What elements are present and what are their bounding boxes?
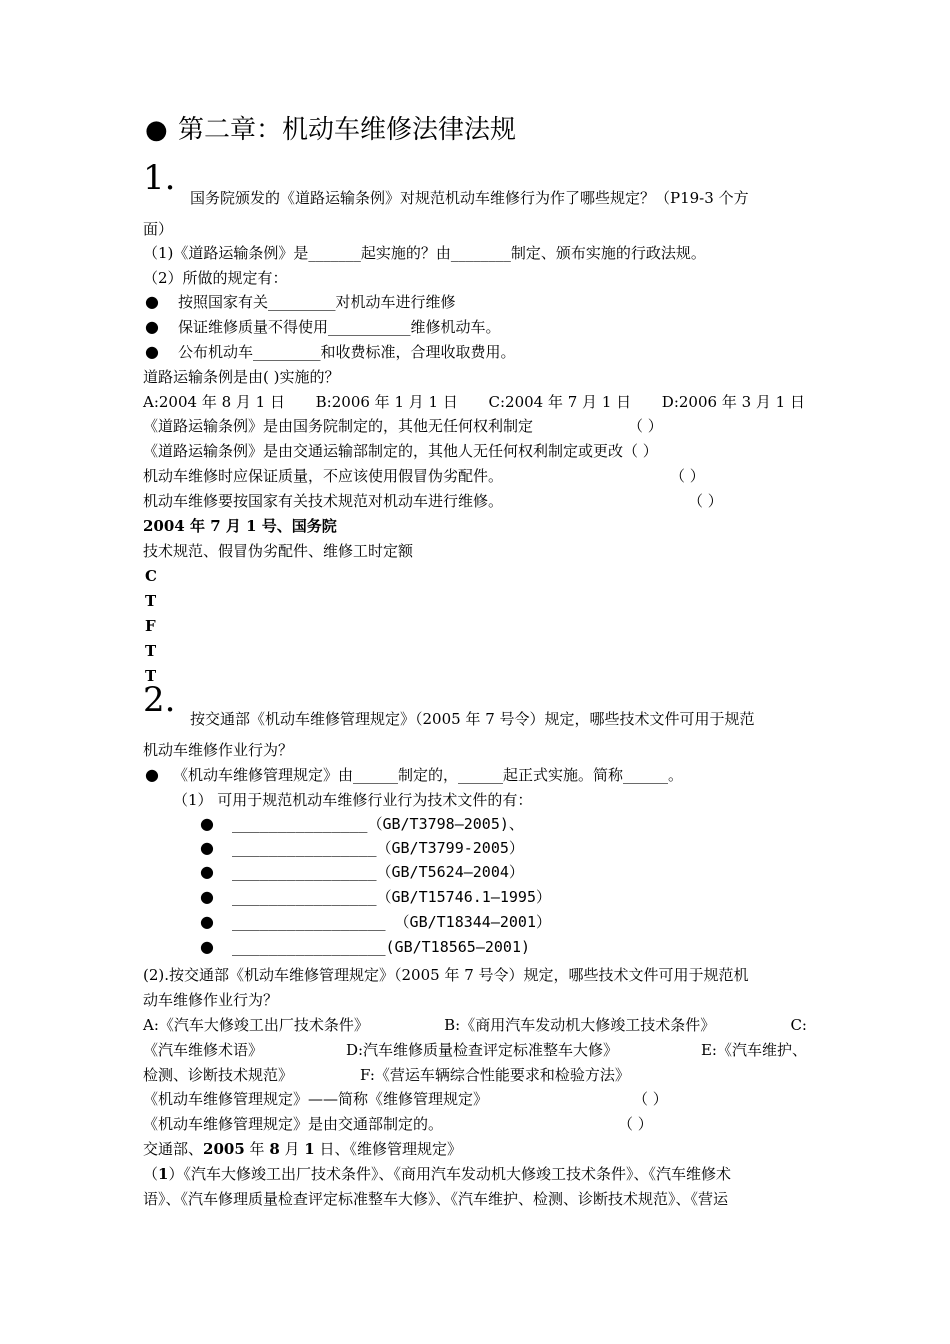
- section-1-tf-1-paren: （ ）: [628, 417, 663, 435]
- option-e-continued: 检测、诊断技术规范》: [143, 1066, 294, 1084]
- answer-letter: C: [145, 567, 157, 585]
- chapter-bullet: ●: [145, 115, 168, 145]
- answer-mid2: 月: [279, 1140, 305, 1158]
- bullet-icon: ●: [200, 814, 214, 833]
- section-1-question-line1: 国务院颁发的《道路运输条例》对规范机动车维修行为作了哪些规定？（P19-3 个方: [190, 189, 749, 207]
- standard-item: _______________（GB/T3798—2005)、: [232, 815, 524, 833]
- section-1-item2: （2）所做的规定有：: [143, 269, 288, 287]
- bullet-icon: ●: [145, 292, 159, 311]
- bullet-icon: ●: [200, 862, 214, 881]
- standard-item: _________________ （GB/T18344—2001）: [232, 913, 551, 931]
- option-e: E:《汽车维护、: [700, 1041, 807, 1059]
- section-1-bullet-3: 公布机动车_________和收费标准，合理收取费用。: [178, 343, 516, 361]
- section-2-options-row2: [143, 1040, 807, 1060]
- bullet-icon: ●: [200, 838, 214, 857]
- section-2-question-line2: 机动车维修作业行为？: [143, 741, 294, 759]
- mc-option-c: C:2004 年 7 月 1 日: [488, 393, 632, 411]
- section-1-answer-line1: 2004 年 7 月 1 号、国务院: [143, 517, 337, 535]
- section-1-tf-4: 机动车维修要按国家有关技术规范对机动车进行维修。: [143, 492, 504, 510]
- mc-option-d: D:2006 年 3 月 1 日: [661, 393, 805, 411]
- option-b: B:《商用汽车发动机大修竣工技术条件》: [444, 1016, 716, 1034]
- section-1-tf-2: 《道路运输条例》是由交通运输部制定的，其他人无任何权利制定或更改（ ）: [143, 442, 658, 460]
- section-1-bullet-2: 保证维修质量不得使用___________维修机动车。: [178, 318, 501, 336]
- section-1-tf-3-paren: （ ）: [670, 467, 705, 485]
- section-2-bullet-line: 《机动车维修管理规定》由______制定的，______起正式实施。简称______。: [173, 766, 684, 784]
- section-2-tf-1: 《机动车维修管理规定》——简称《维修管理规定》: [143, 1090, 489, 1108]
- answer-month: 8: [269, 1140, 280, 1158]
- option-f: F:《营运车辆综合性能要求和检验方法》: [360, 1066, 630, 1084]
- answer2-text: ）《汽车大修竣工出厂技术条件》、《商用汽车发动机大修竣工技术条件》、《汽车维修术: [168, 1165, 731, 1183]
- section-2-tf-2: 《机动车维修管理规定》是由交通部制定的。: [143, 1115, 444, 1133]
- answer-mid1: 年: [244, 1140, 270, 1158]
- section-1-tf-4-paren: （ ）: [688, 492, 723, 510]
- bullet-icon: ●: [145, 317, 159, 336]
- option-c-label: C:: [790, 1016, 807, 1034]
- standard-item: _________________(GB/T18565—2001): [232, 938, 531, 956]
- answer-letter: F: [145, 617, 156, 635]
- section-2-number: 2.: [143, 680, 176, 720]
- section-1-tf-1: 《道路运输条例》是由国务院制定的，其他无任何权利制定: [143, 417, 534, 435]
- answer-letter: T: [145, 642, 157, 660]
- option-d: D:汽车维修质量检查评定标准整车大修》: [345, 1041, 619, 1059]
- section-1-item1: （1)《道路运输条例》是_______起实施的？由________制定、颁布实施的行政法规。: [143, 244, 706, 262]
- bullet-icon: ●: [145, 342, 159, 361]
- answer-prefix: 交通部、: [143, 1140, 204, 1158]
- section-2-sub-item: （1） 可用于规范机动车维修行业行为技术文件的有：: [173, 791, 533, 809]
- section-1-tf-3: 机动车维修时应保证质量，不应该使用假冒伪劣配件。: [143, 467, 504, 485]
- bullet-icon: ●: [200, 912, 214, 931]
- section-1-number: 1.: [143, 158, 176, 198]
- section-1-question-line2: 面）: [143, 220, 174, 238]
- answer-letter: T: [145, 592, 157, 610]
- standard-item: ________________（GB/T5624—2004）: [232, 863, 524, 881]
- answer-year: 2005: [203, 1140, 245, 1158]
- standard-item: ________________（GB/T3799-2005）: [232, 839, 524, 857]
- bullet-icon: ●: [200, 887, 214, 906]
- section-2-answer2-line2: 语》、《汽车修理质量检查评定标准整车大修》、《汽车维护、检测、诊断技术规范》、《营运: [143, 1190, 729, 1208]
- section-2-question-line1: 按交通部《机动车维修管理规定》（2005 年 7 号令）规定，哪些技术文件可用于规范: [190, 710, 755, 728]
- answer-day: 1: [304, 1140, 315, 1158]
- section-1-answer-line2: 技术规范、假冒伪劣配件、维修工时定额: [143, 542, 414, 560]
- answer-suffix: 日、《维修管理规定》: [314, 1140, 463, 1158]
- chapter-title: 第二章：机动车维修法律法规: [178, 115, 517, 145]
- mc-option-a: A:2004 年 8 月 1 日: [143, 393, 285, 411]
- section-2-answer2-line1: [143, 1164, 731, 1184]
- option-a: A:《汽车大修竣工出厂技术条件》: [143, 1016, 369, 1034]
- option-c-text: 《汽车维修术语》: [143, 1041, 264, 1059]
- section-2-q2-line1: (2).按交通部《机动车维修管理规定》（2005 年 7 号令）规定，哪些技术文件可用于规范机: [143, 966, 749, 984]
- section-1-mc-question: 道路运输条例是由( )实施的？: [143, 368, 340, 386]
- section-2-answer-line: [143, 1139, 462, 1159]
- section-2-tf-2-paren: （ ）: [618, 1115, 653, 1133]
- bullet-icon: ●: [145, 765, 159, 784]
- section-2-q2-line2: 动车维修作业行为？: [143, 991, 279, 1009]
- section-2-tf-1-paren: （ ）: [633, 1090, 668, 1108]
- section-1-bullet-1: 按照国家有关_________对机动车进行维修: [178, 293, 456, 311]
- bullet-icon: ●: [200, 937, 214, 956]
- section-1-mc-options: [143, 392, 805, 412]
- answer-letter: T: [145, 667, 157, 685]
- answer2-number: 1: [158, 1165, 169, 1183]
- answer2-open-paren: （: [143, 1165, 159, 1183]
- mc-option-b: B:2006 年 1 月 1 日: [315, 393, 458, 411]
- standard-item: ________________（GB/T15746.1—1995）: [232, 888, 551, 906]
- section-2-options-row1: [143, 1015, 807, 1035]
